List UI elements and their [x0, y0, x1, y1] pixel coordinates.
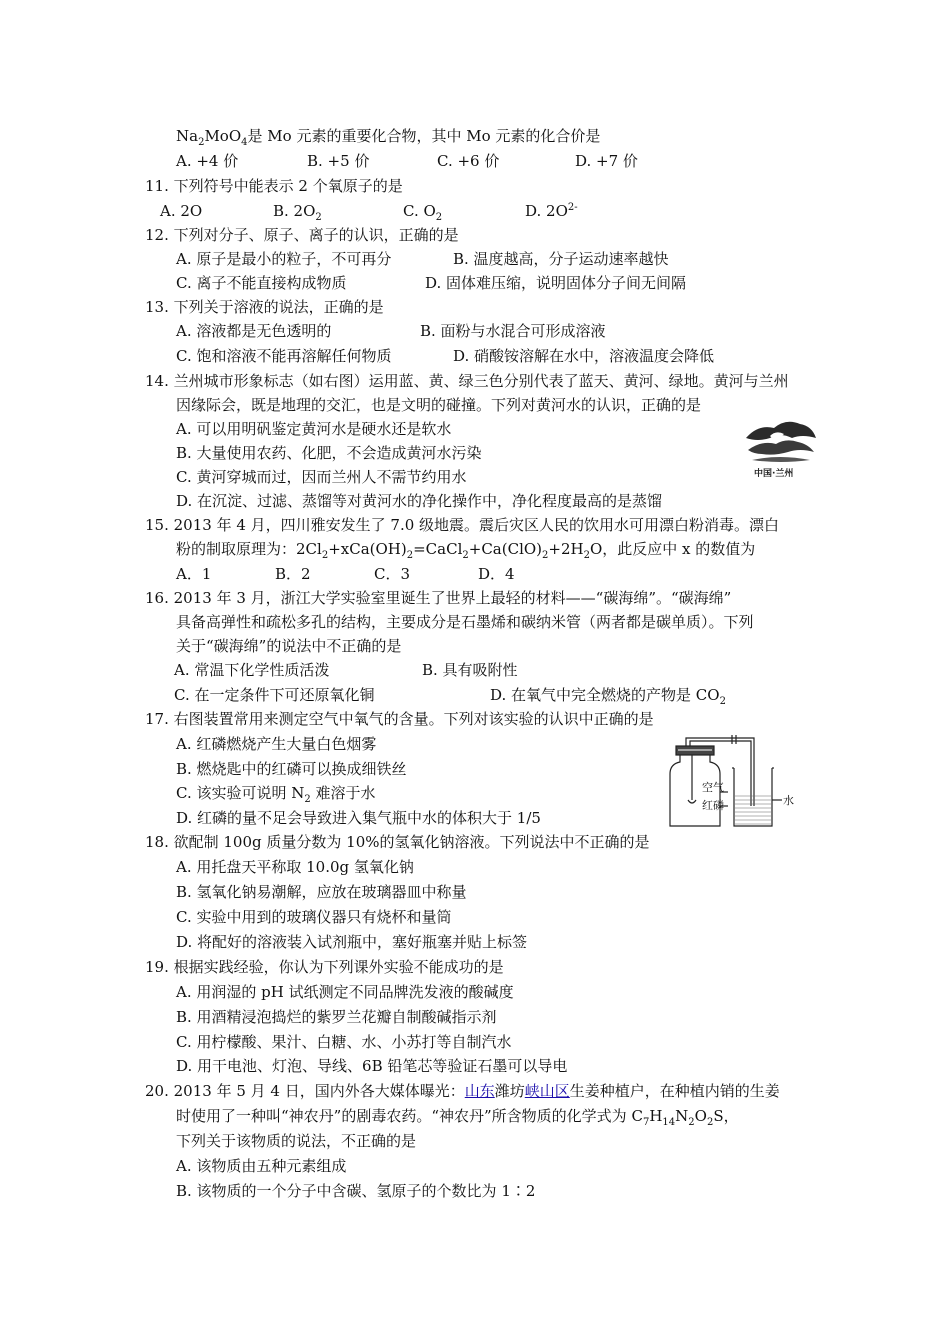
q12-option-a: A. 原子是最小的粒子，不可再分	[176, 250, 392, 268]
q13-stem: 13. 下列关于溶液的说法，正确的是	[145, 298, 384, 316]
q15-option-d: D．4	[478, 565, 515, 583]
q16-option-c: C. 在一定条件下可还原氧化铜	[174, 686, 375, 704]
q17-option-a: A. 红磷燃烧产生大量白色烟雾	[176, 735, 377, 753]
link-shandong[interactable]: 山东	[464, 1082, 495, 1100]
q11-option-a: A. 2O	[160, 202, 203, 220]
apparatus-diagram	[662, 734, 802, 830]
q20-option-b: B. 该物质的一个分子中含碳、氢原子的个数比为 1∶2	[176, 1182, 536, 1200]
q17-option-d: D. 红磷的量不足会导致进入集气瓶中水的体积大于 1/5	[176, 809, 541, 827]
q12-option-d: D. 固体难压缩，说明固体分子间无间隔	[425, 274, 687, 292]
q11-option-c: C. $O_2$	[403, 202, 443, 223]
logo-caption: 中国·兰州	[754, 469, 794, 479]
q10-option-a: A. +4 价	[176, 152, 239, 170]
q15-option-a: A．1	[176, 565, 212, 583]
q12-option-b: B. 温度越高，分子运动速率越快	[453, 250, 669, 268]
q16-option-a: A. 常温下化学性质活泼	[174, 661, 330, 679]
q10-option-b: B. +5 价	[307, 152, 370, 170]
q20-option-a: A. 该物质由五种元素组成	[176, 1157, 347, 1175]
q15-option-b: B．2	[275, 565, 311, 583]
q16-stem-line2: 具备高弹性和疏松多孔的结构，主要成分是石墨烯和碳纳米管（两者都是碳单质）。下列	[176, 613, 754, 631]
q10-option-c: C. +6 价	[437, 152, 500, 170]
q14-stem-line1: 14. 兰州城市形象标志（如右图）运用蓝、黄、绿三色分别代表了蓝天、黄河、绿地。黄河与兰州	[145, 372, 789, 390]
q20-stem-line3: 下列关于该物质的说法，不正确的是	[176, 1132, 417, 1150]
label-air: 空气	[702, 781, 724, 794]
q19-option-d: D. 用干电池、灯泡、导线、6B 铅笔芯等验证石墨可以导电	[176, 1057, 568, 1075]
label-red-phosphorus: 红磷	[702, 799, 724, 812]
q19-option-b: B. 用酒精浸泡捣烂的紫罗兰花瓣自制酸碱指示剂	[176, 1008, 497, 1026]
q14-option-d: D. 在沉淀、过滤、蒸馏等对黄河水的净化操作中，净化程度最高的是蒸馏	[176, 492, 663, 510]
q20-stem-line2: 时使用了一种叫“神农丹”的剧毒农药。“神农丹”所含物质的化学式为 $C_7H_{14}N_2O_2S$，	[176, 1107, 739, 1128]
q15-stem-line2: 粉的制取原理为：$2Cl_2+xCa(OH)_2=CaCl_2+Ca(ClO)_2+2H_2O$，此反应中 x 的数值为	[176, 540, 756, 561]
q15-stem-line1: 15. 2013 年 4 月，四川雅安发生了 7.0 级地震。震后灾区人民的饮用水可用漂白粉消毒。漂白	[145, 516, 780, 534]
q16-stem-line1: 16. 2013 年 3 月，浙江大学实验室里诞生了世界上最轻的材料——“碳海绵”。“碳海绵”	[145, 589, 732, 607]
q12-option-c: C. 离子不能直接构成物质	[176, 274, 347, 292]
q18-option-c: C. 实验中用到的玻璃仪器只有烧杯和量筒	[176, 908, 452, 926]
q18-option-b: B. 氢氧化钠易潮解，应放在玻璃器皿中称量	[176, 883, 467, 901]
oxygen-measurement-apparatus	[662, 734, 802, 830]
q18-option-d: D. 将配好的溶液装入试剂瓶中，塞好瓶塞并贴上标签	[176, 933, 528, 951]
label-water: 水	[783, 794, 794, 807]
q16-option-b: B. 具有吸附性	[422, 661, 518, 679]
q14-option-b: B. 大量使用农药、化肥，不会造成黄河水污染	[176, 444, 482, 462]
q15-option-c: C．3	[374, 565, 411, 583]
lanzhou-city-logo	[740, 416, 820, 484]
q13-option-a: A. 溶液都是无色透明的	[176, 322, 332, 340]
q19-option-a: A. 用润湿的 pH 试纸测定不同品牌洗发液的酸碱度	[176, 983, 514, 1001]
q10-stem-continuation: $Na_2MoO_4$是 Mo 元素的重要化合物，其中 Mo 元素的化合价是	[176, 127, 601, 148]
q17-stem: 17. 右图装置常用来测定空气中氧气的含量。下列对该实验的认识中正确的是	[145, 710, 654, 728]
q17-option-b: B. 燃烧匙中的红磷可以换成细铁丝	[176, 760, 407, 778]
q11-stem: 11. 下列符号中能表示 2 个氧原子的是	[145, 177, 403, 195]
q18-stem: 18. 欲配制 100g 质量分数为 10%的氢氧化钠溶液。下列说法中不正确的是	[145, 833, 650, 851]
q13-option-b: B. 面粉与水混合可形成溶液	[420, 322, 606, 340]
q16-stem-line3: 关于“碳海绵”的说法中不正确的是	[176, 637, 402, 655]
q19-stem: 19. 根据实践经验，你认为下列课外实验不能成功的是	[145, 958, 504, 976]
q16-option-d: D. 在氧气中完全燃烧的产物是 $CO_2$	[490, 686, 726, 707]
q13-option-c: C. 饱和溶液不能再溶解任何物质	[176, 347, 392, 365]
link-xiashan-district[interactable]: 峡山区	[524, 1082, 570, 1100]
q14-option-a: A. 可以用明矾鉴定黄河水是硬水还是软水	[176, 420, 452, 438]
q13-option-d: D. 硝酸铵溶解在水中，溶液温度会降低	[453, 347, 715, 365]
q12-stem: 12. 下列对分子、原子、离子的认识，正确的是	[145, 226, 459, 244]
q14-option-c: C. 黄河穿城而过，因而兰州人不需节约用水	[176, 468, 467, 486]
q11-option-d: D. $2O^{2-}$	[525, 202, 578, 220]
q10-option-d: D. +7 价	[575, 152, 638, 170]
q17-option-c: C. 该实验可说明 $N_2$ 难溶于水	[176, 784, 376, 805]
q19-option-c: C. 用柠檬酸、果汁、白糖、水、小苏打等自制汽水	[176, 1033, 512, 1051]
q14-stem-line2: 因缘际会，既是地理的交汇，也是文明的碰撞。下列对黄河水的认识，正确的是	[176, 396, 702, 414]
q11-option-b: B. $2O_2$	[273, 202, 322, 223]
q18-option-a: A. 用托盘天平称取 10.0g 氢氧化钠	[176, 858, 414, 876]
q20-stem-line1: 20. 2013 年 5 月 4 日，国内外各大媒体曝光：山东潍坊峡山区生姜种植户，在种植内销的生姜	[145, 1082, 780, 1100]
